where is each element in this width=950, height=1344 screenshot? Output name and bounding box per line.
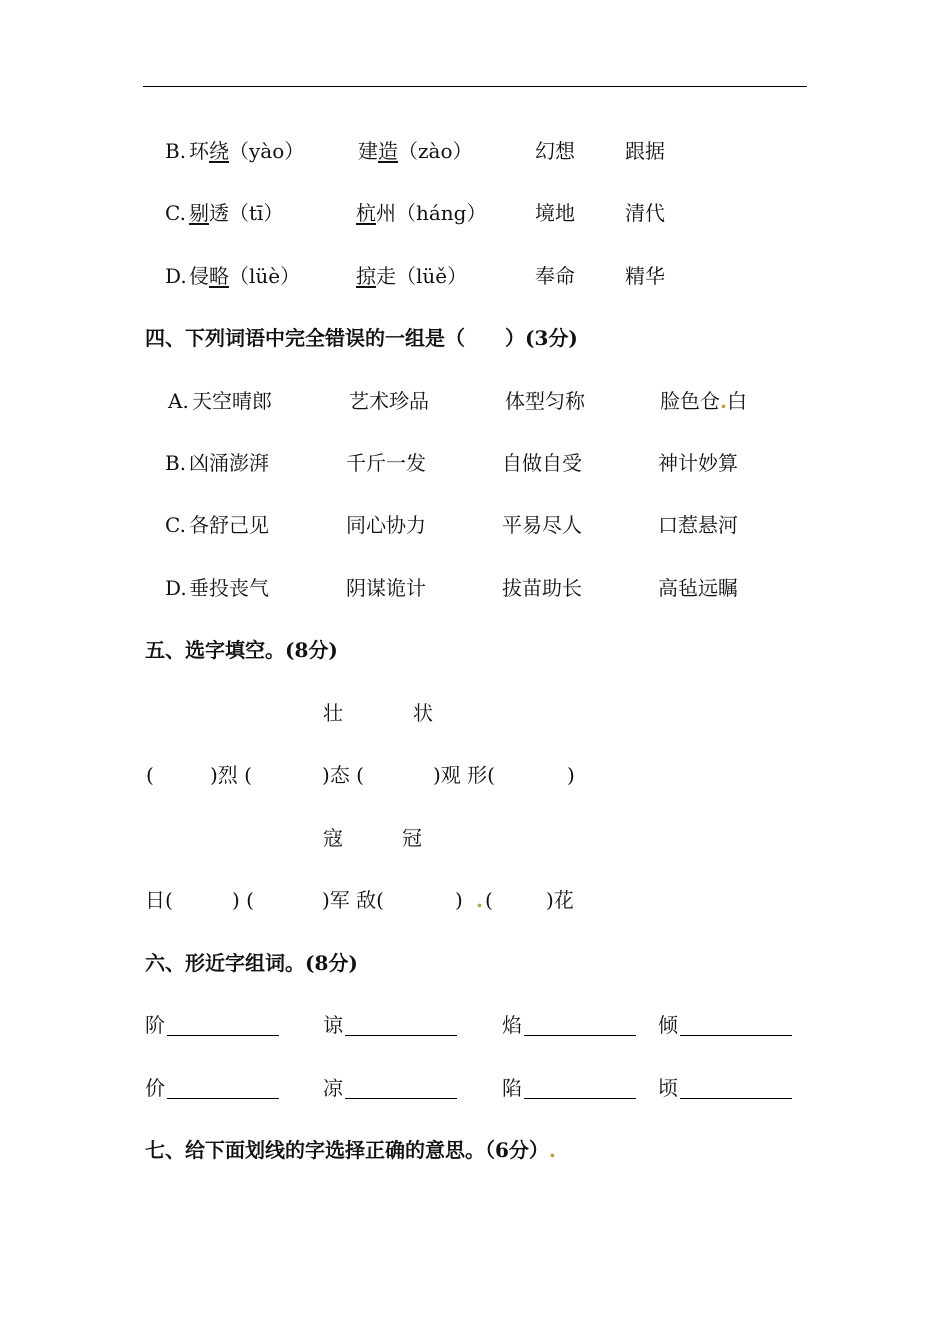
answer-blank[interactable] xyxy=(345,1015,457,1036)
choice-char: 壮 xyxy=(323,701,343,725)
word-blank: 焰 xyxy=(502,1010,636,1040)
option-row-4d xyxy=(165,573,765,603)
choice-row-2 xyxy=(0,823,950,853)
option-word-2: 同心协力 xyxy=(346,513,426,537)
option-row-4b xyxy=(165,448,765,478)
option-item-1: 剔透（tī） xyxy=(189,201,284,225)
word-blank: 顷 xyxy=(658,1073,792,1103)
option-row-3b xyxy=(165,136,725,166)
word-blank: 谅 xyxy=(323,1010,457,1040)
section-5-title: 五、选字填空。(8分) xyxy=(145,638,338,662)
header-rule xyxy=(143,86,807,87)
word-row-1 xyxy=(0,1010,950,1040)
option-item-3: 境地 xyxy=(535,201,575,225)
fill-line-1: ( )烈 ( )态 ( )观 形( ) xyxy=(146,763,575,787)
answer-blank[interactable] xyxy=(167,1015,279,1036)
word-row-2 xyxy=(0,1073,950,1103)
answer-blank[interactable] xyxy=(167,1078,279,1099)
option-word-4: 脸色仓.白 xyxy=(660,389,747,413)
answer-blank[interactable] xyxy=(345,1078,457,1099)
option-label: D. xyxy=(165,264,187,288)
option-word-1: 天空晴郎 xyxy=(192,389,272,413)
option-item-1: 侵略（lüè） xyxy=(189,264,301,288)
word-blank: 价 xyxy=(145,1073,279,1103)
section-6-title: 六、形近字组词。(8分) xyxy=(145,951,358,975)
answer-blank[interactable] xyxy=(524,1078,636,1099)
section-7-title: 七、给下面划线的字选择正确的意思。（6分）. xyxy=(145,1138,556,1162)
section-4-title: 四、下列词语中完全错误的一组是（ ）(3分) xyxy=(145,326,578,350)
option-item-1: 环绕（yào） xyxy=(189,139,305,163)
choice-row-1 xyxy=(0,698,950,728)
answer-blank[interactable] xyxy=(524,1015,636,1036)
option-row-3d xyxy=(165,261,725,291)
option-word-3: 平易尽人 xyxy=(502,513,582,537)
option-word-3: 体型匀称 xyxy=(505,389,585,413)
option-label: C. xyxy=(165,201,186,225)
option-row-4c xyxy=(165,510,765,540)
option-label: B. xyxy=(165,451,187,475)
option-item-4: 清代 xyxy=(625,201,665,225)
option-item-2: 杭州（háng） xyxy=(356,201,487,225)
word-blank: 阶 xyxy=(145,1010,279,1040)
option-word-1: 凶涌澎湃 xyxy=(189,451,269,475)
option-item-3: 奉命 xyxy=(535,264,575,288)
option-item-2: 掠走（lüě） xyxy=(356,264,468,288)
option-word-4: 口惹悬河 xyxy=(658,513,738,537)
option-word-1: 各舒己见 xyxy=(189,513,269,537)
option-word-4: 高毡远瞩 xyxy=(658,576,738,600)
option-word-2: 艺术珍品 xyxy=(349,389,429,413)
option-item-4: 精华 xyxy=(625,264,665,288)
answer-blank[interactable] xyxy=(680,1078,792,1099)
answer-blank[interactable] xyxy=(680,1015,792,1036)
option-item-4: 跟据 xyxy=(625,139,665,163)
option-row-3c xyxy=(165,198,725,228)
word-blank: 倾 xyxy=(658,1010,792,1040)
option-label: B. xyxy=(165,139,187,163)
option-word-2: 千斤一发 xyxy=(346,451,426,475)
option-item-2: 建造（zào） xyxy=(358,139,473,163)
option-label: C. xyxy=(165,513,186,537)
choice-char: 寇 xyxy=(323,826,343,850)
option-word-4: 神计妙算 xyxy=(658,451,738,475)
option-word-2: 阴谋诡计 xyxy=(346,576,426,600)
word-blank: 陷 xyxy=(502,1073,636,1103)
option-label: D. xyxy=(165,576,187,600)
option-word-1: 垂投丧气 xyxy=(189,576,269,600)
fill-line-2: 日( ) ( )军 敌( ) . ( )花 xyxy=(145,888,574,912)
option-item-3: 幻想 xyxy=(535,139,575,163)
option-word-3: 自做自受 xyxy=(502,451,582,475)
word-blank: 凉 xyxy=(323,1073,457,1103)
option-row-4a xyxy=(168,386,768,416)
choice-char: 冠 xyxy=(402,826,422,850)
option-word-3: 拔苗助长 xyxy=(502,576,582,600)
choice-char: 状 xyxy=(413,701,433,725)
option-label: A. xyxy=(168,389,189,413)
